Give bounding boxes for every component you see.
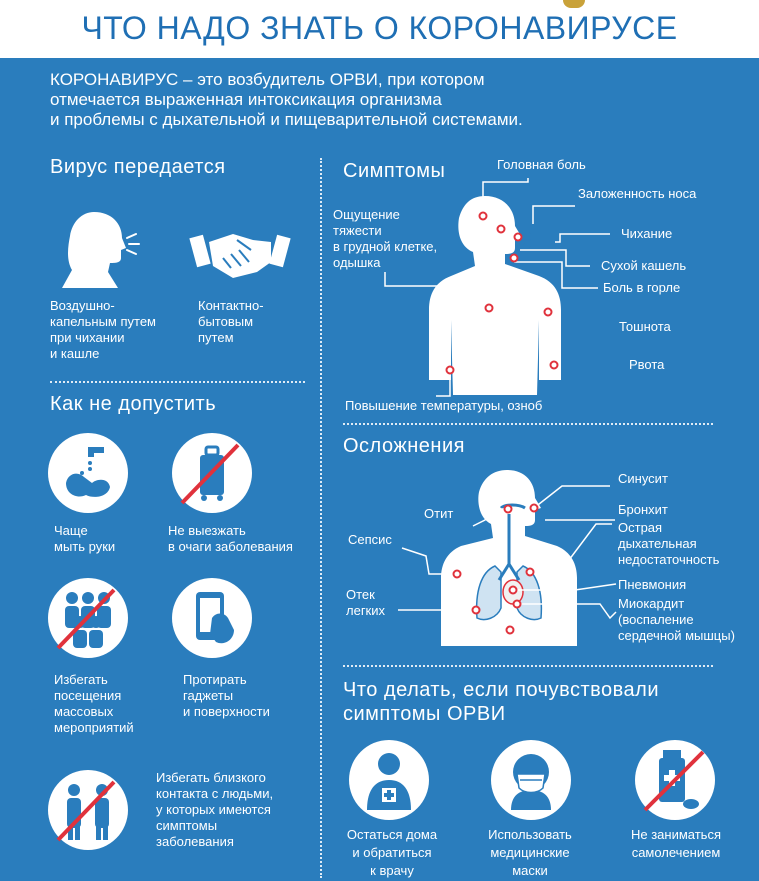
divider-right-2 [343, 665, 713, 667]
no-self-medication-icon [635, 740, 715, 820]
intro-line-1: КОРОНАВИРУС – это возбудитель ОРВИ, при котором [50, 70, 485, 89]
transmission-heading: Вирус передается [50, 156, 226, 178]
no-travel-label: Не выезжать в очаги заболевания [168, 523, 293, 554]
cough-label: Сухой кашель [601, 258, 687, 273]
intro-line-3: и проблемы с дыхательной и пищеварительной системами. [50, 110, 523, 129]
sneezing-label: Чихание [621, 226, 673, 241]
myocarditis-leader [517, 604, 616, 618]
otitis-label: Отит [424, 506, 454, 521]
edema-label: Отек легких [346, 587, 386, 618]
marker-sinusitis [531, 505, 538, 512]
sepsis-label: Сепсис [348, 532, 392, 547]
airborne-label: Воздушно- капельным путем при чихании и кашле [50, 298, 156, 361]
fever-label: Повышение температуры, озноб [345, 398, 543, 413]
doctor-icon [349, 740, 429, 820]
symptoms-heading: Симптомы [343, 160, 446, 182]
mask-icon [491, 740, 571, 820]
myocarditis-label: Миокардит (воспаление сердечной мышцы) [618, 596, 735, 643]
throat-label: Боль в горле [603, 280, 681, 295]
prevention-heading: Как не допустить [50, 393, 217, 415]
avoid-contact-label: Избегать близкого контакта с людьми, у которых имеются симптомы заболевания [156, 770, 274, 849]
wash-hands-label: Чаще мыть руки [54, 523, 116, 554]
marker-abdomen [507, 627, 514, 634]
marker-ards [527, 569, 534, 576]
pneumonia-leader [513, 584, 616, 590]
sinusitis-label: Синусит [618, 471, 668, 486]
intro-line-2: отмечается выраженная интоксикация организма [50, 90, 442, 109]
marker-edema [473, 607, 480, 614]
page-title: ЧТО НАДО ЗНАТЬ О КОРОНАВИРУСЕ [81, 10, 678, 46]
marker-sepsis [454, 571, 461, 578]
marker-pneumonia [510, 587, 517, 594]
ards-leader [530, 524, 612, 572]
complications-heading: Осложнения [343, 435, 465, 457]
chest-label: Ощущение тяжести в грудной клетке, одышка [333, 207, 438, 270]
use-mask-label: Использовать медицинские маски [488, 827, 572, 878]
wipe-gadgets-label: Протирать гаджеты и поверхности [183, 672, 270, 719]
contact-label: Контактно- бытовым путем [198, 298, 264, 345]
pneumonia-label: Пневмония [618, 577, 687, 592]
stay-home-label: Остаться дома и обратиться к врачу [346, 827, 438, 878]
bronchitis-label: Бронхит [618, 502, 668, 517]
headache-label: Головная боль [497, 157, 586, 172]
congestion-label: Заложенность носа [578, 186, 697, 201]
marker-myocarditis [514, 601, 521, 608]
no-self-medication-label: Не заниматься самолечением [630, 827, 721, 860]
otitis-leader [473, 509, 508, 526]
marker-otitis [505, 506, 512, 513]
nausea-label: Тошнота [619, 319, 671, 334]
sepsis-leader [402, 548, 457, 574]
ards-label: Острая дыхательная недостаточность [618, 520, 720, 567]
avoid-crowds-label: Избегать посещения массовых мероприятий [54, 672, 134, 735]
vomit-label: Рвота [629, 357, 665, 372]
actions-heading: Что делать, если почувствовали симптомы ОРВИ [343, 679, 660, 725]
sinusitis-leader [534, 486, 610, 508]
